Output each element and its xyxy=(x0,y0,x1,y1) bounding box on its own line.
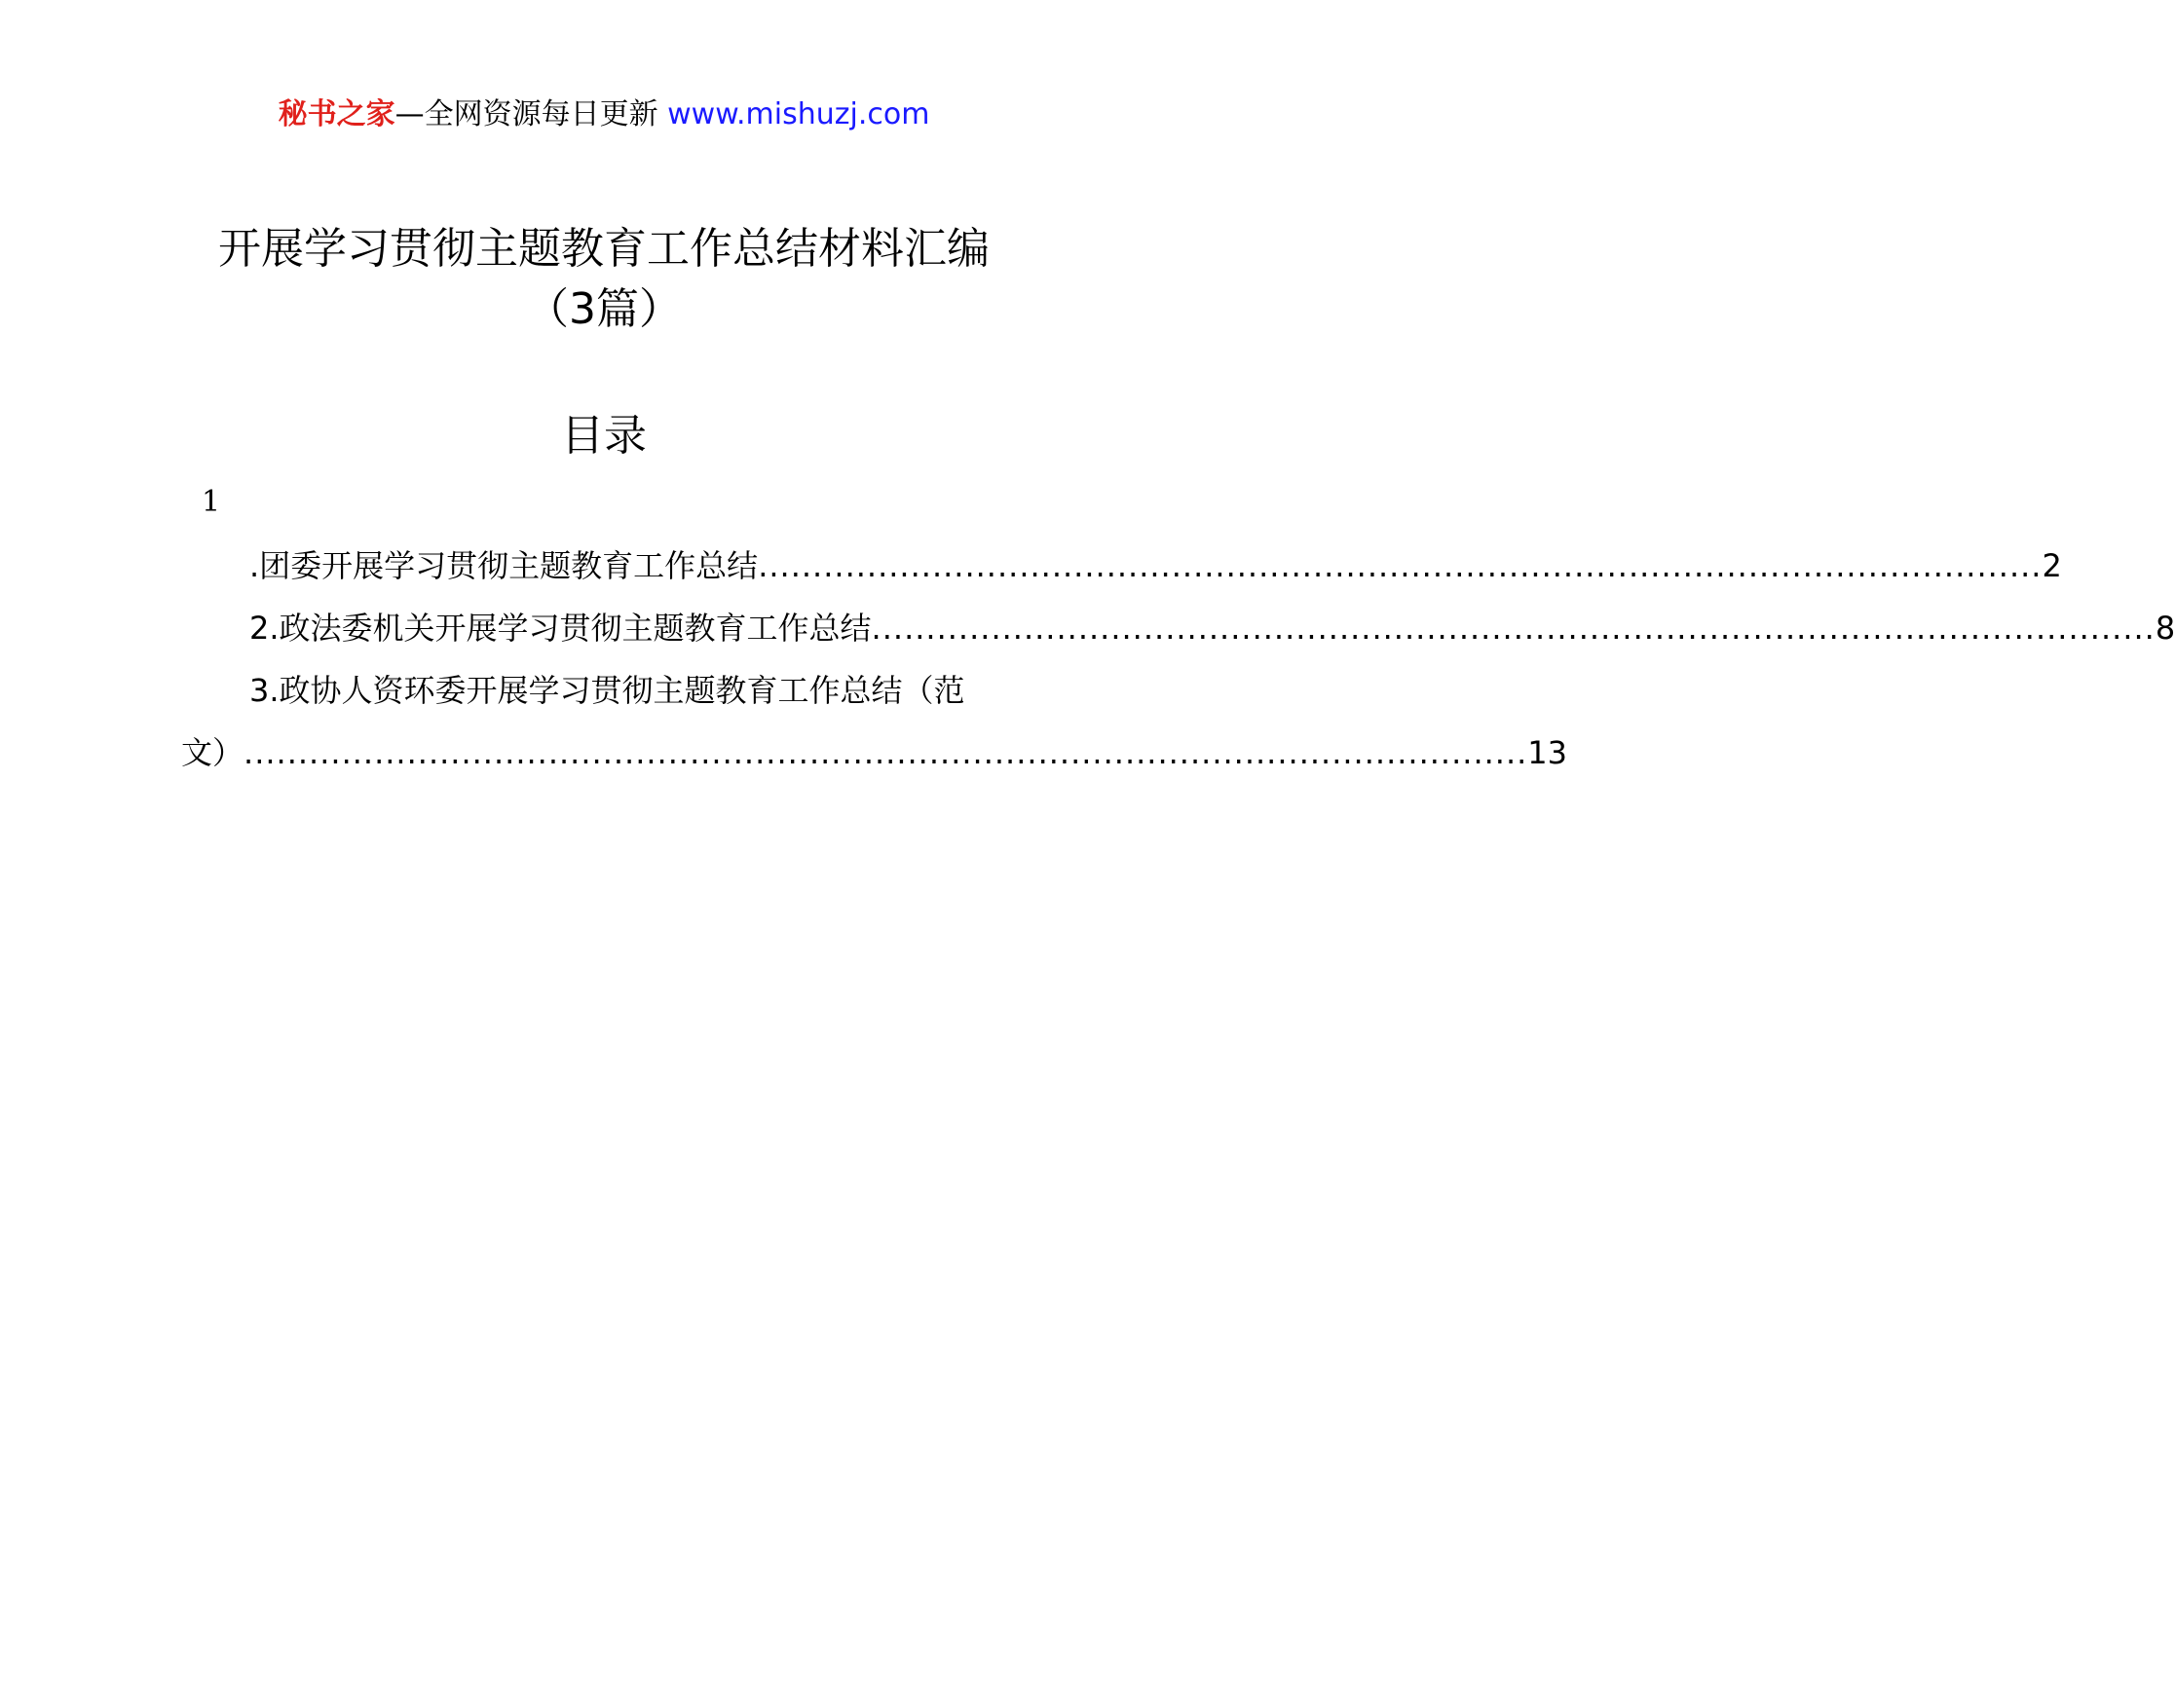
document-title-count: （3篇） xyxy=(526,284,682,334)
toc-leader-dots: ...................................................................................................................... xyxy=(871,610,2156,647)
toc-entry-2[interactable] xyxy=(249,606,2175,650)
brand-name: 秘书之家 xyxy=(278,97,395,131)
toc-entry-page: 8 xyxy=(2155,610,2175,647)
toc-leader-dots: ...................................................................................................................... xyxy=(244,734,1528,771)
toc-entry-text: 文） xyxy=(181,734,244,771)
document-title: 开展学习贯彻主题教育工作总结材料汇编 xyxy=(218,224,990,274)
toc-entry-3[interactable] xyxy=(249,668,1025,713)
site-header xyxy=(0,95,1208,134)
toc-entry-text: 2.政法委机关开展学习贯彻主题教育工作总结 xyxy=(249,610,872,647)
toc-entry-1[interactable] xyxy=(249,543,2062,588)
header-tagline: —全网资源每日更新 xyxy=(394,97,668,131)
toc-entry-page: 13 xyxy=(1527,734,1568,771)
toc-number-marker: 1 xyxy=(202,485,221,519)
toc-heading: 目录 xyxy=(561,411,647,461)
toc-entry-page: 2 xyxy=(2042,547,2062,584)
toc-leader-dots: ...................................................................................................................... xyxy=(758,547,2043,584)
toc-entry-text: 3.政协人资环委开展学习贯彻主题教育工作总结（范 xyxy=(249,672,965,709)
toc-entry-text: .团委开展学习贯彻主题教育工作总结 xyxy=(249,547,759,584)
toc-entry-3-continued[interactable] xyxy=(181,730,1568,775)
site-url-link[interactable]: www.mishuzj.com xyxy=(667,97,930,131)
